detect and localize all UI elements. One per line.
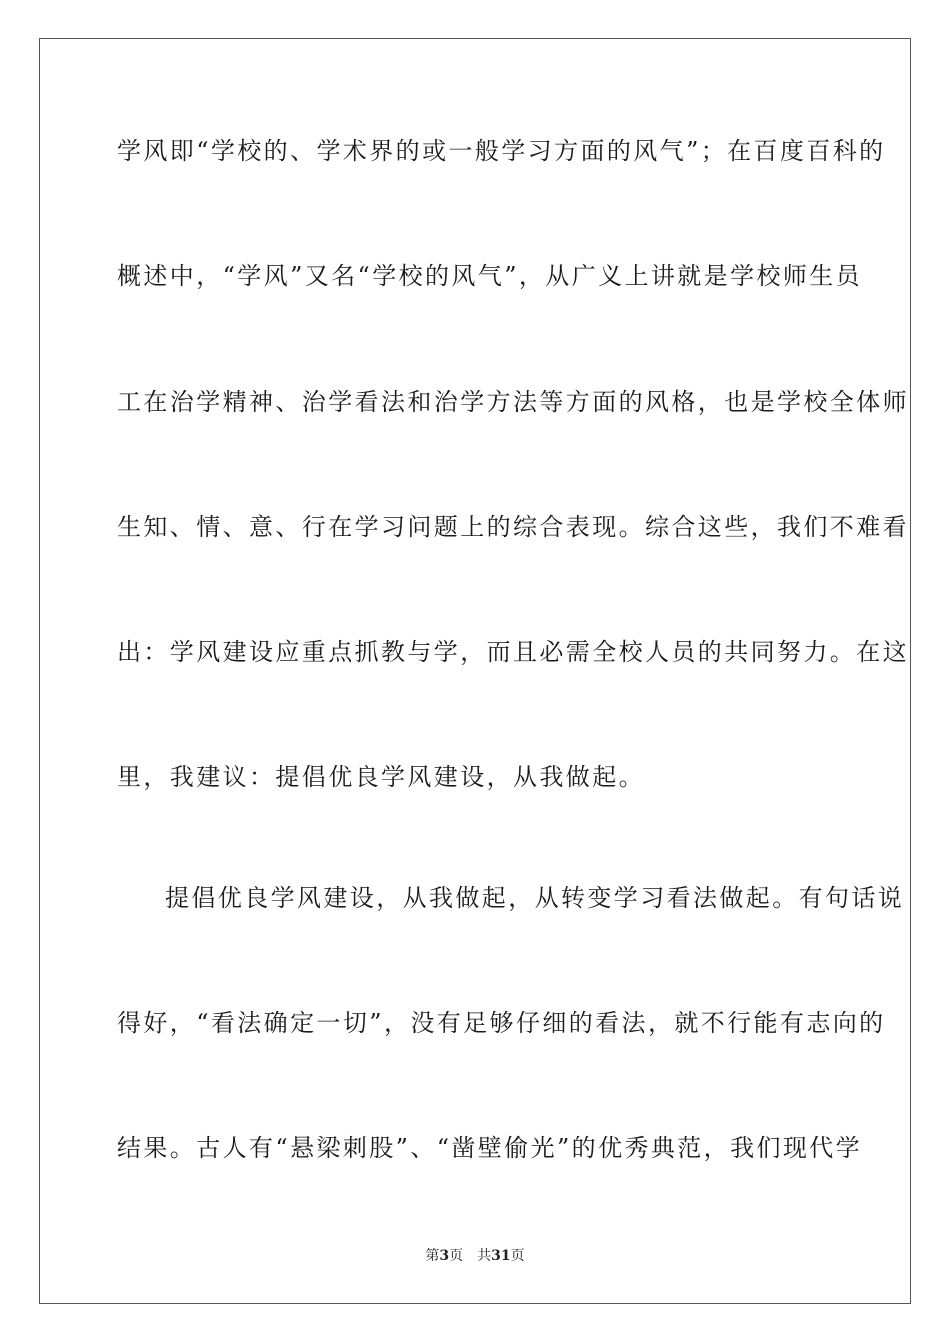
page-number: 3 [439,1248,450,1264]
text-line-7: 提倡优良学风建设，从我做起，从转变学习看法做起。有句话说 [165,884,905,912]
total-pages: 31 [491,1248,511,1264]
page-frame [39,38,911,1304]
total-suffix: 页 [510,1248,525,1264]
text-line-9: 结果。古人有“悬梁刺股”、“凿壁偷光”的优秀典范，我们现代学 [117,1134,863,1162]
total-prefix: 共 [477,1248,492,1264]
text-line-8: 得好，“看法确定一切”，没有足够仔细的看法，就不行能有志向的 [117,1009,886,1037]
text-line-3: 工在治学精神、治学看法和治学方法等方面的风格，也是学校全体师 [117,388,909,416]
page-suffix: 页 [449,1248,464,1264]
text-line-4: 生知、情、意、行在学习问题上的综合表现。综合这些，我们不难看 [117,513,909,541]
text-line-1: 学风即“学校的、学术界的或一般学习方面的风气”；在百度百科的 [117,137,886,165]
text-line-5: 出：学风建设应重点抓教与学，而且必需全校人员的共同努力。在这 [117,638,909,666]
text-line-2: 概述中，“学风”又名“学校的风气”，从广义上讲就是学校师生员 [117,262,863,290]
page-footer [0,1246,950,1266]
text-line-6: 里，我建议：提倡优良学风建设，从我做起。 [117,763,645,791]
page-prefix: 第 [425,1248,440,1264]
